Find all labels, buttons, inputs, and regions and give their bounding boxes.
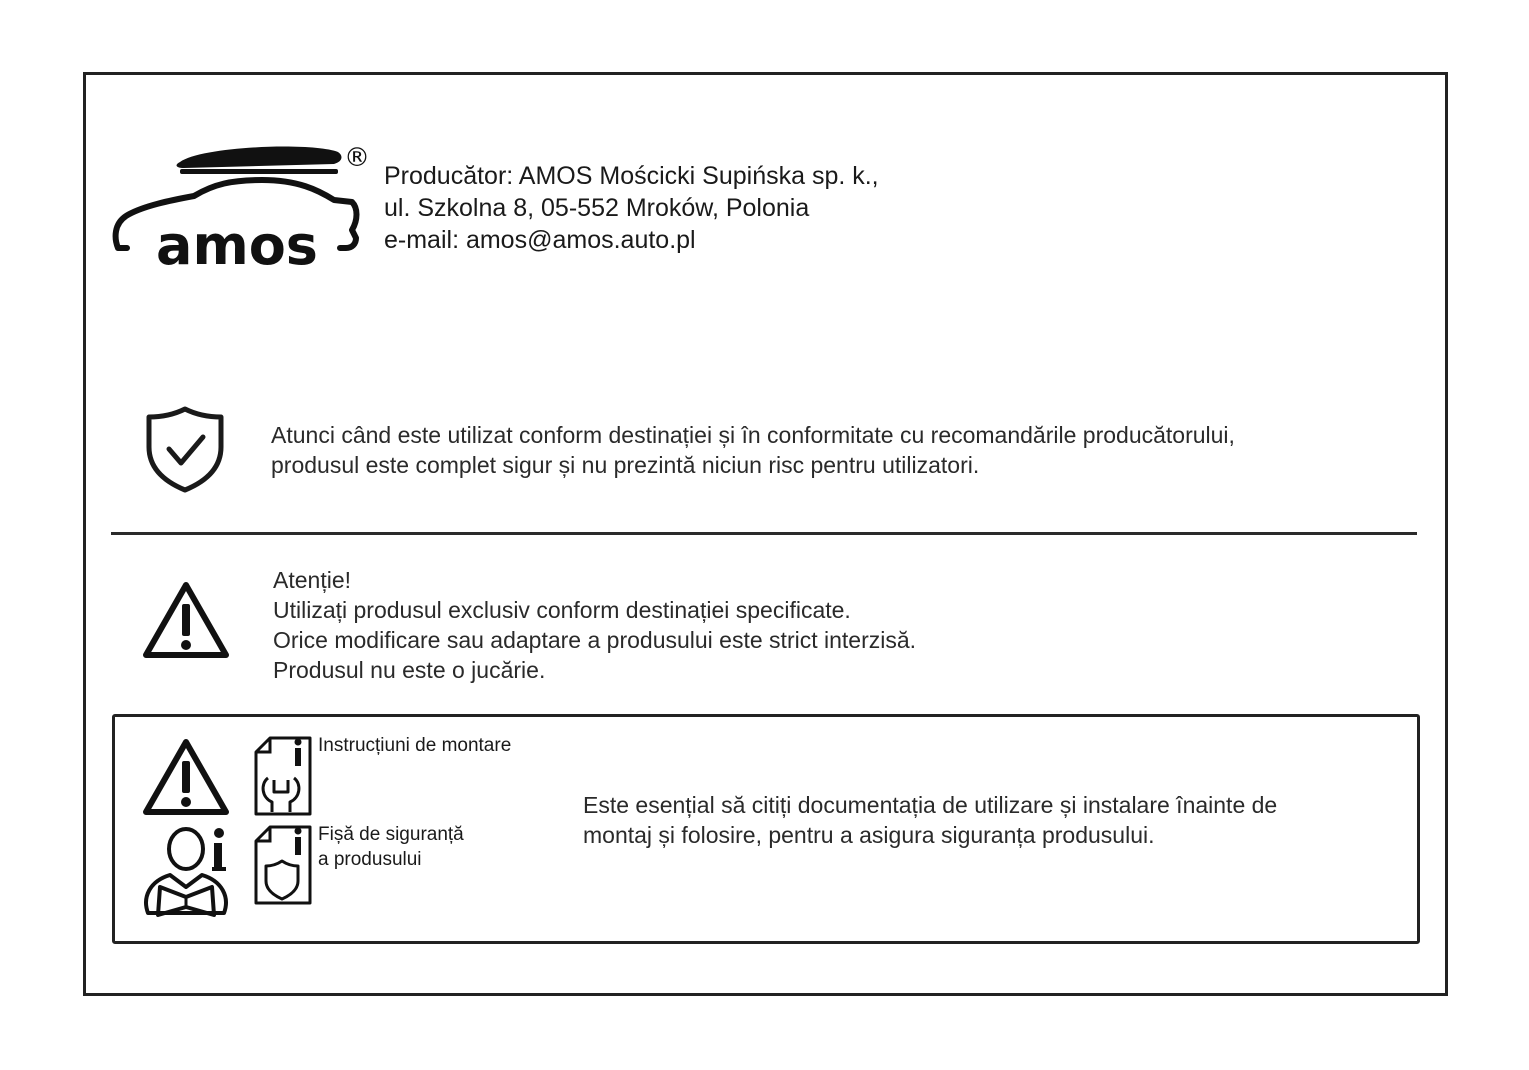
section-divider (111, 532, 1417, 535)
logo-wordmark: amos (156, 214, 318, 270)
warning-line-3: Produsul nu este o jucărie. (273, 657, 546, 683)
warning-statement (273, 565, 916, 685)
warning-triangle-icon (142, 580, 230, 660)
safety-sheet-label (318, 822, 464, 872)
warning-title: Atenție! (273, 567, 351, 593)
warning-line-2: Orice modificare sau adaptare a produsului este strict interzisă. (273, 627, 917, 653)
safety-line-2: produsul este complet sigur și nu prezintă niciun risc pentru utilizatori. (271, 452, 980, 478)
safety-statement (271, 420, 1235, 480)
manufacturer-info (384, 160, 879, 256)
amos-logo (112, 138, 374, 270)
documentation-line-2: montaj și folosire, pentru a asigura siguranța produsului. (583, 822, 1155, 848)
warning-line-1: Utilizați produsul exclusiv conform destinației specificate. (273, 597, 851, 623)
mounting-instructions-label: Instrucțiuni de montare (318, 735, 512, 756)
manufacturer-email: e-mail: amos@amos.auto.pl (384, 226, 696, 254)
mounting-instructions-icon (254, 736, 312, 816)
safety-sheet-label-line-1: Fișă de siguranță (318, 824, 464, 845)
safety-line-1: Atunci când este utilizat conform destinației și în conformitate cu recomandările producătorului, (271, 422, 1235, 448)
manufacturer-address: ul. Szkolna 8, 05-552 Mroków, Polonia (384, 194, 810, 222)
warning-triangle-icon (142, 737, 230, 817)
read-manual-icon (140, 825, 235, 920)
safety-sheet-icon (254, 825, 312, 905)
documentation-line-1: Este esențial să citiți documentația de utilizare și instalare înainte de (583, 792, 1278, 818)
documentation-statement (583, 790, 1277, 850)
manufacturer-name: Producător: AMOS Mościcki Supińska sp. k., (384, 162, 879, 190)
safety-sheet-label-line-2: a produsului (318, 849, 422, 870)
registered-mark: ® (344, 143, 370, 173)
shield-check-icon (145, 405, 225, 493)
